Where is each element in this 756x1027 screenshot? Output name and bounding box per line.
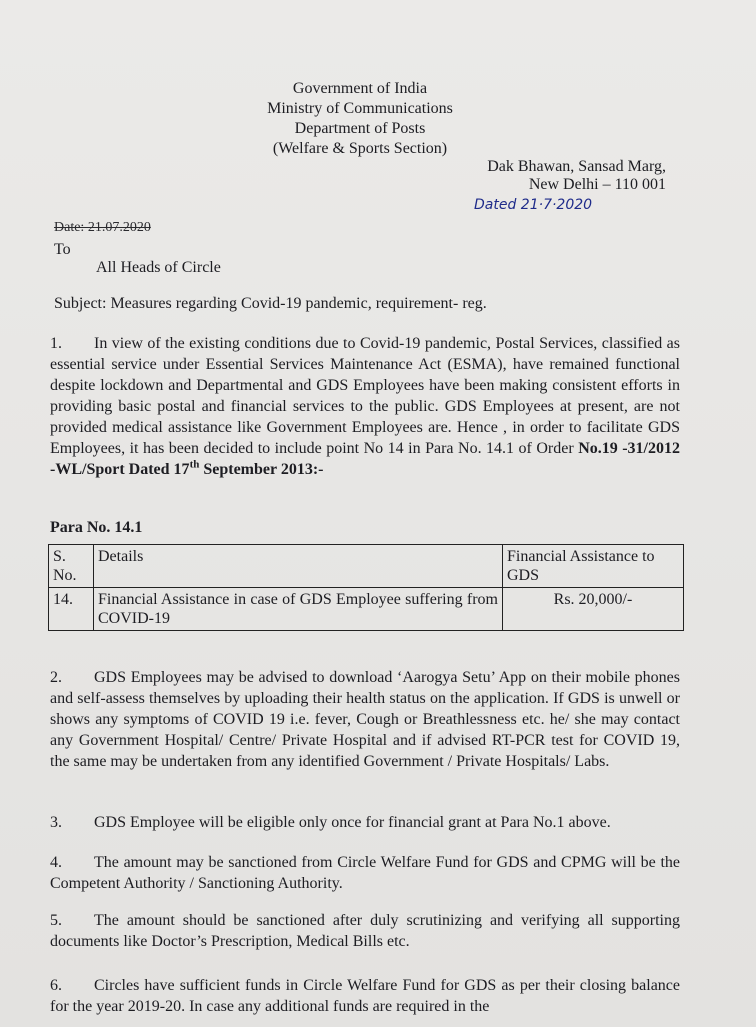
paragraph-4 (50, 852, 680, 894)
subject-line: Subject: Measures regarding Covid-19 pandemic, requirement- reg. (54, 295, 487, 312)
letterhead-ministry: Ministry of Communications (267, 100, 453, 117)
paragraph-number: 3. (50, 814, 62, 831)
header-cell-sno: S. No. (49, 545, 94, 588)
paragraph-2 (50, 667, 680, 772)
letterhead-section: (Welfare & Sports Section) (272, 140, 448, 157)
handwritten-date: Dated 21·7·2020 (474, 197, 593, 213)
paragraph-text: The amount may be sanctioned from Circle Welfare Fund for GDS and CPMG will be the Competent Authority / Sanctioning Authority. (50, 854, 680, 892)
order-date-suffix: th (189, 458, 200, 471)
paragraph-text: GDS Employees may be advised to download ‘Aarogya Setu’ App on their mobile phones and self-assess themselves by uploading their health status on the application. If GDS is unwell or shows any symptoms of COVID 19 i.e. fever, Cough or Breathlessness etc. he/ she may contact any Government Hospital/ Centre/ Private Hospital and if advised RT-PCR test for COVID 19, the same may be undertaken from any identified Government / Private Hospitals/ Labs. (50, 669, 680, 770)
table-row (49, 588, 684, 631)
header-cell-details: Details (94, 545, 503, 588)
paragraph-number: 1. (50, 335, 62, 352)
paragraph-text: Circles have sufficient funds in Circle Welfare Fund for GDS as per their closing balance for the year 2019-20. In case any additional funds are required in the (50, 977, 680, 1015)
address-line-1: Dak Bhawan, Sansad Marg, (487, 158, 666, 175)
addressee: All Heads of Circle (96, 259, 221, 276)
table-header-row (49, 545, 684, 588)
letterhead-govt: Government of India (292, 80, 428, 97)
paragraph-text: In view of the existing conditions due to Covid-19 pandemic, Postal Services, classified as essential service under Essential Services Maintenance Act (ESMA), have remained functional despite lockdown and Departmental and GDS Employees have been making consistent efforts in providing basic postal and financial services to the public. GDS Employees at present, are not provided medical assistance like Government Employees are. Hence , in order to facilitate GDS Employees, it has been decided to include point No 14 in Para No. 14.1 of Order (50, 335, 680, 457)
paragraph-number: 6. (50, 977, 62, 994)
paragraph-text: The amount should be sanctioned after duly scrutinizing and verifying all supporting documents like Doctor’s Prescription, Medical Bills etc. (50, 912, 680, 950)
cell-amount: Rs. 20,000/- (503, 588, 684, 631)
paragraph-6 (50, 975, 680, 1017)
header-cell-assistance: Financial Assistance to GDS (503, 545, 684, 588)
assistance-table (48, 544, 684, 631)
address-line-2: New Delhi – 110 001 (528, 176, 666, 193)
struck-date: Date: 21.07.2020 (54, 220, 151, 235)
paragraph-3 (50, 812, 680, 833)
paragraph-5 (50, 910, 680, 952)
order-date-tail: September 2013:- (199, 461, 324, 478)
paragraph-text: GDS Employee will be eligible only once for financial grant at Para No.1 above. (94, 814, 611, 831)
letterhead-department: Department of Posts (294, 120, 426, 137)
table-title: Para No. 14.1 (50, 519, 143, 536)
paragraph-number: 5. (50, 912, 62, 929)
cell-details: Financial Assistance in case of GDS Employee suffering from COVID-19 (94, 588, 503, 631)
order-reference: No.19 -31/2012 -WL/Sport Dated 17 (50, 440, 681, 478)
paragraph-1 (50, 333, 680, 480)
paragraph-number: 2. (50, 669, 62, 686)
cell-sno: 14. (49, 588, 94, 631)
paragraph-number: 4. (50, 854, 62, 871)
to-label: To (54, 241, 71, 258)
